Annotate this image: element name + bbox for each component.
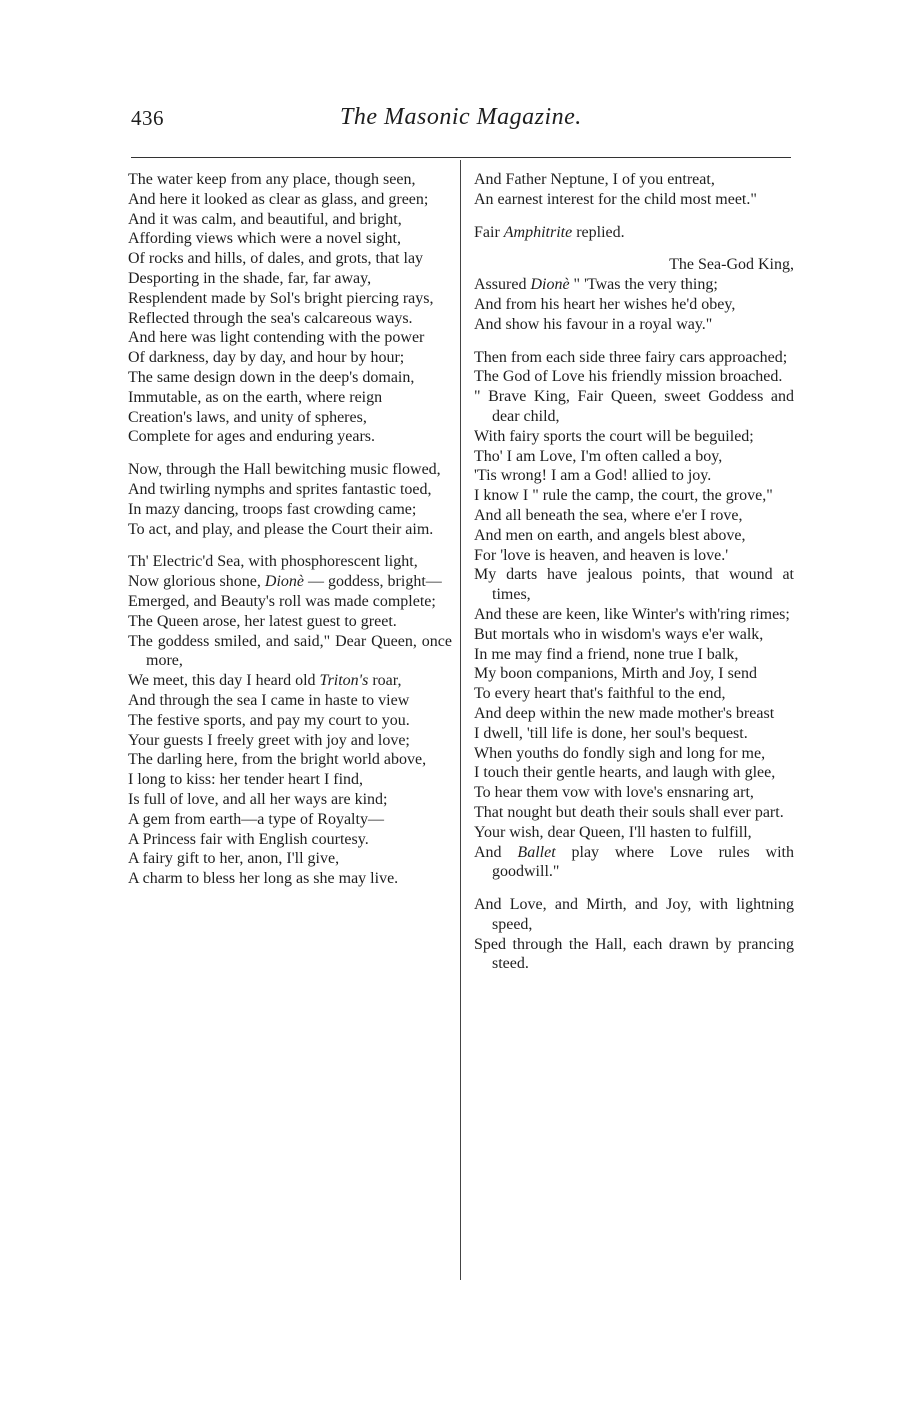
poem-line: The water keep from any place, though seen, [128,171,416,188]
poem-line: A gem from earth—a type of Royalty— [128,810,384,828]
poem-line: The same design down in the deep's domain, [128,368,415,386]
poem-line: When youths do fondly sigh and long for me, [474,744,766,762]
poem-line: In mazy dancing, troops fast crowding came; [128,500,417,518]
poem-line: Reflected through the sea's calcareous ways. [128,309,413,327]
poem-line [474,223,794,243]
poem-line [474,275,794,295]
poem-line [474,843,794,883]
poem-line: And deep within the new made mother's breast [474,704,775,722]
line-text: And [474,843,518,861]
poem-stanza [128,170,452,447]
poem-line: A Princess fair with English courtesy. [128,830,369,848]
line-text: — goddess, bright— [304,573,442,591]
poem-line: And through the sea I came in haste to view [128,691,410,709]
poem-stanza [474,348,794,883]
poem-line: In me may find a friend, none true I balk, [474,645,739,663]
poem-line: The Queen arose, her latest guest to greet. [128,612,397,630]
line-text: replied. [572,223,625,241]
poem-line: The darling here, from the bright world above, [128,751,427,769]
poem-line: My darts have jealous points, that wound at times, [474,566,794,604]
poem-line: The Sea-God King, [669,256,794,274]
poem-line: Of darkness, day by day, and hour by hour; [128,349,405,367]
poem-line: Now, through the Hall bewitching music flowed, [128,461,441,479]
italic-name: Dionè [264,573,304,591]
poem-line: The God of Love his friendly mission broached. [474,368,783,386]
poem-line: With fairy sports the court will be beguiled; [474,427,754,445]
poem-line: To act, and play, and please the Court their aim. [128,520,434,538]
poem-line: I dwell, 'till life is done, her soul's bequest. [474,724,748,742]
poem-line: Your guests I freely greet with joy and love; [128,731,410,749]
poem-stanza [474,895,794,974]
poem-line: A fairy gift to her, anon, I'll give, [128,850,340,868]
poem-line: Of rocks and hills, of dales, and grots, that lay [128,250,424,268]
left-column [128,170,452,889]
italic-name: Triton's [319,672,369,690]
poem-line: Affording views which were a novel sight, [128,230,401,248]
poem-line: 'Tis wrong! I am a God! allied to joy. [474,467,712,485]
line-text: Fair [474,223,504,241]
poem-line: Your wish, dear Queen, I'll hasten to fulfill, [474,823,752,841]
poem-line: And it was calm, and beautiful, and bright, [128,210,402,228]
poem-line: And these are keen, like Winter's with'ring rimes; [474,605,790,623]
poem-stanza [128,552,452,889]
poem-line: An earnest interest for the child most meet." [474,190,757,208]
poem-line: My boon companions, Mirth and Joy, I send [474,665,757,683]
poem-line: The festive sports, and pay my court to you. [128,711,410,729]
poem-line: " Brave King, Fair Queen, sweet Goddess and dear child, [474,388,794,425]
line-text: " 'Twas the very thing; [569,276,718,294]
poem-line: A charm to bless her long as she may live. [128,870,399,888]
poem-line: And Father Neptune, I of you entreat, [474,171,715,188]
poem-stanza [474,223,794,243]
poem-line: Creation's laws, and unity of spheres, [128,408,367,426]
running-title: The Masonic Magazine. [340,104,582,130]
poem-line: And Love, and Mirth, and Joy, with lightning speed, [474,896,794,933]
poem-line: The goddess smiled, and said," Dear Queen, once more, [128,632,452,670]
italic-word: Ballet [517,843,556,861]
poem-line: I long to kiss: her tender heart I find, [128,771,364,789]
poem-line: Desporting in the shade, far, far away, [128,269,372,287]
poem-line: Then from each side three fairy cars approached; [474,348,788,366]
line-text: We meet, this day I heard old [128,672,320,690]
poem-line: Is full of love, and all her ways are kind; [128,790,388,808]
poem-line: Th' Electric'd Sea, with phosphorescent light, [128,553,418,571]
italic-name: Amphitrite [503,223,573,241]
column-divider [460,160,461,1280]
line-text: roar, [368,672,402,690]
italic-name: Dionè [530,276,570,294]
poem-line: Emerged, and Beauty's roll was made complete; [128,592,436,610]
poem-line: And here it looked as clear as glass, and green; [128,190,429,208]
poem-line: I know I " rule the camp, the court, the grove," [474,487,773,505]
poem-line [128,572,452,592]
poem-line: To every heart that's faithful to the end, [474,685,726,703]
poem-stanza [128,460,452,539]
header-rule [131,157,791,158]
line-text: play where Love rules with goodwill." [492,843,794,881]
poem-line: And show his favour in a royal way." [474,315,713,333]
poem-line: And here was light contending with the power [128,329,425,347]
page-number: 436 [131,106,164,130]
line-text: Now glorious shone, [128,573,265,591]
poem-line: But mortals who in wisdom's ways e'er walk, [474,625,764,643]
poem-line: For 'love is heaven, and heaven is love.' [474,546,729,564]
poem-line: And all beneath the sea, where e'er I rove, [474,506,743,524]
poem-line: Resplendent made by Sol's bright piercing rays, [128,289,434,307]
right-column [474,170,794,974]
poem-stanza [474,255,794,334]
line-text: Assured [474,276,531,294]
poem-line: I touch their gentle hearts, and laugh with glee, [474,764,776,782]
poem-line: Tho' I am Love, I'm often called a boy, [474,447,723,465]
poem-line: To hear them vow with love's ensnaring art, [474,784,754,802]
poem-stanza [474,170,794,210]
poem-line: And men on earth, and angels blest above, [474,526,746,544]
poem-line: And from his heart her wishes he'd obey, [474,295,736,313]
poem-line: Complete for ages and enduring years. [128,428,376,446]
poem-line: Sped through the Hall, each drawn by prancing steed. [474,935,794,973]
poem-line: That nought but death their souls shall ever part. [474,803,784,821]
poem-line: Immutable, as on the earth, where reign [128,388,383,406]
poem-line: And twirling nymphs and sprites fantastic toed, [128,480,432,498]
poem-line [128,671,452,691]
